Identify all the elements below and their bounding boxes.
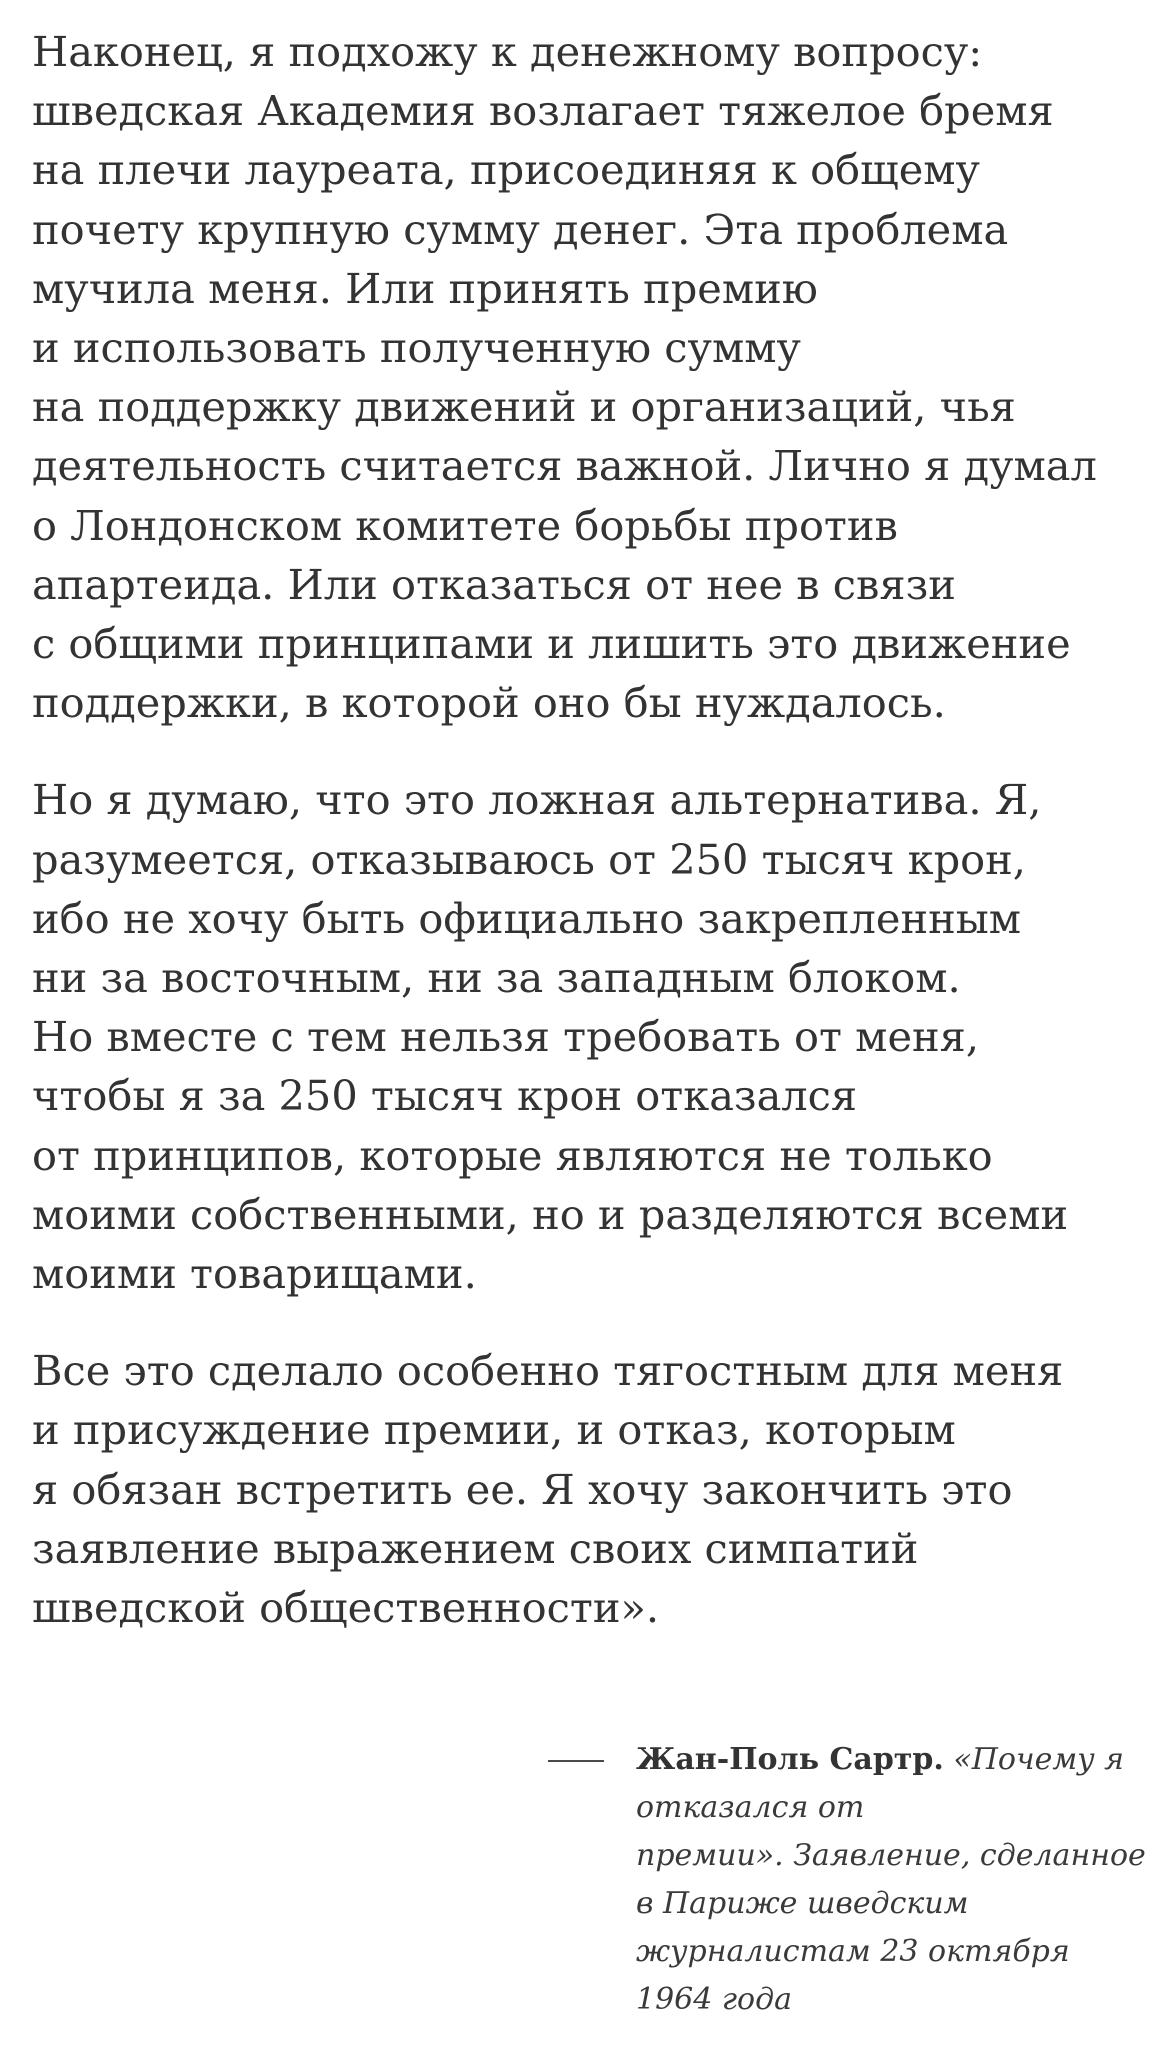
text-line: и использовать полученную сумму	[32, 323, 801, 373]
article-body	[32, 22, 1152, 1675]
citation-line	[636, 1736, 1156, 1784]
citation-text	[636, 1736, 1156, 2024]
text-line: Все это сделало особенно тягостным для меня	[32, 1346, 1064, 1396]
citation-line: отказался от	[636, 1790, 865, 1825]
text-line: я обязан встретить ее. Я хочу закончить это	[32, 1464, 1013, 1514]
text-line: Но вместе с тем нельзя требовать от меня,	[32, 1012, 980, 1062]
text-line: заявление выражением своих симпатий	[32, 1523, 919, 1573]
text-line: моими товарищами.	[32, 1249, 477, 1299]
text-line: ибо не хочу быть официально закрепленным	[32, 893, 1022, 943]
citation-line: журналистам 23 октября	[636, 1934, 1070, 1969]
text-line: шведская Академия возлагает тяжелое бремя	[32, 86, 1054, 136]
em-dash-rule	[548, 1760, 604, 1762]
text-line: деятельность считается важной. Лично я думал	[32, 441, 1097, 491]
paragraph	[32, 1341, 1152, 1637]
text-line: мучила меня. Или принять премию	[32, 263, 818, 313]
text-line: от принципов, которые являются не только	[32, 1130, 993, 1180]
citation-source: «Почему я	[953, 1742, 1125, 1777]
text-line: о Лондонском комитете борьбы против	[32, 500, 898, 550]
citation-line: в Париже шведским	[636, 1886, 969, 1921]
text-line: разумеется, отказываюсь от 250 тысяч крон,	[32, 834, 1026, 884]
paragraph	[32, 22, 1152, 732]
text-line: на плечи лауреата, присоединяя к общему	[32, 145, 980, 195]
quote-citation	[548, 1736, 1148, 2026]
citation-author: Жан-Поль Сартр.	[636, 1742, 944, 1777]
text-line: моими собственными, но и разделяются всеми	[32, 1189, 1069, 1239]
text-line: и присуждение премии, и отказ, которым	[32, 1405, 956, 1455]
citation-line: 1964 года	[636, 1982, 793, 2017]
text-line: почету крупную сумму денег. Эта проблема	[32, 204, 1009, 254]
text-line: чтобы я за 250 тысяч крон отказался	[32, 1071, 858, 1121]
text-line: поддержки, в которой оно бы нуждалось.	[32, 678, 946, 728]
text-line: Наконец, я подхожу к денежному вопросу:	[32, 27, 983, 76]
text-line: апартеида. Или отказаться от нее в связи	[32, 559, 956, 609]
text-line: на поддержку движений и организаций, чья	[32, 382, 1016, 432]
text-line: с общими принципами и лишить это движение	[32, 619, 1071, 669]
citation-line: премии». Заявление, сделанное	[636, 1838, 1146, 1873]
text-line: ни за восточным, ни за западным блоком.	[32, 953, 961, 1003]
text-line: шведской общественности».	[32, 1583, 660, 1633]
paragraph	[32, 770, 1152, 1303]
text-line: Но я думаю, что это ложная альтернатива. Я,	[32, 775, 1042, 825]
